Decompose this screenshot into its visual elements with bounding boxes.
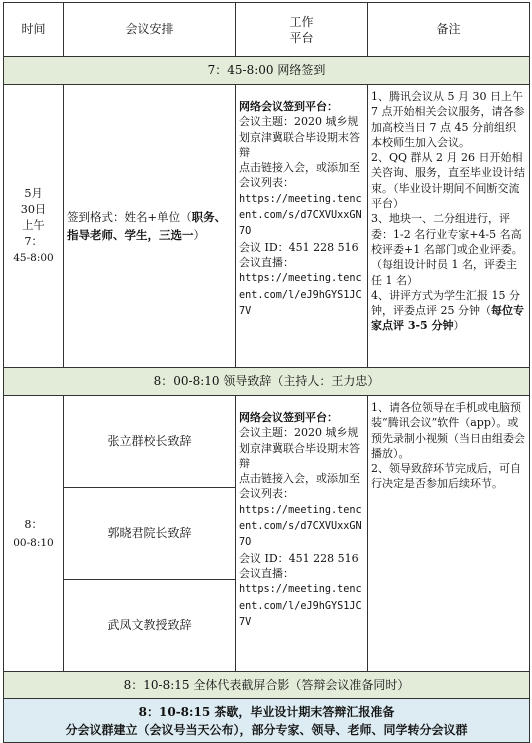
- note-item: 1、请各位领导在手机或电脑预装“腾讯会议”软件（app）。或预先录制小视频（当日由组委会播放）。: [371, 401, 525, 460]
- note-end: ）: [453, 319, 465, 333]
- row-speech-1: [4, 396, 530, 488]
- band-row-break: [4, 699, 530, 743]
- break-line-1: 8：10-8:15 茶歇，毕业设计期末答辩汇报准备: [138, 704, 395, 719]
- live-label: 会议直播：: [239, 255, 294, 269]
- time-cell-signin: [4, 85, 64, 368]
- time-line: 上午: [22, 219, 45, 232]
- platform-topic: 会议主题：2020 城乡规划京津冀联合毕设期末答辩: [239, 115, 360, 159]
- time-line: 00-8:10: [13, 536, 54, 549]
- header-arrangement: 会议安排: [64, 3, 236, 57]
- time-line: 7：: [24, 235, 43, 248]
- live-link[interactable]: https://meeting.tencent.com/l/eJ9hGYS1JC7V: [239, 273, 362, 317]
- row-signin: [4, 85, 530, 368]
- platform-title: 网络会议签到平台：: [239, 411, 338, 424]
- header-platform-line2: 平台: [289, 30, 314, 45]
- signin-format-bold: 职务、指导老师、学生，三选一: [67, 210, 227, 242]
- platform-join: 点击链接入会，或添加至会议列表：: [239, 161, 360, 190]
- signin-format-end: ）: [193, 228, 205, 242]
- platform-title: 网络会议签到平台：: [239, 100, 338, 113]
- meeting-link[interactable]: https://meeting.tencent.com/s/d7CXVUxxGN7O: [239, 193, 362, 238]
- header-time: 时间: [4, 3, 64, 57]
- schedule-table: [3, 2, 530, 743]
- platform-join: 点击链接入会，或添加至会议列表：: [239, 472, 360, 501]
- live-link[interactable]: https://meeting.tencent.com/l/eJ9hGYS1JC7V: [239, 584, 362, 628]
- notes-cell-signin: [368, 85, 530, 368]
- note-text: 4、讲评方式为学生汇报 15 分钟，评委点评 25 分钟（: [371, 288, 520, 318]
- band-signin: 7：45-8:00 网络签到: [4, 57, 530, 85]
- time-line: 45-8:00: [13, 252, 54, 264]
- note-item: [371, 288, 526, 334]
- signin-format-cell: [64, 85, 236, 368]
- header-row: [4, 3, 530, 57]
- meeting-id: 会议 ID：451 228 516: [239, 551, 359, 565]
- time-line: 8：: [24, 517, 43, 531]
- note-item: 1、腾讯会议从 5 月 30 日上午 7 点开始相关会议服务，请各参加高校当日 7 点 45 分前组织本校师生加入会议。: [371, 90, 525, 149]
- band-break: [4, 699, 530, 743]
- meeting-id: 会议 ID：451 228 516: [239, 240, 359, 254]
- header-platform: [236, 3, 368, 57]
- speaker-item: 武凤文教授致辞: [64, 580, 236, 672]
- platform-cell-signin: [236, 85, 368, 368]
- meeting-link[interactable]: https://meeting.tencent.com/s/d7CXVUxxGN7O: [239, 504, 362, 549]
- platform-cell-speeches: [236, 396, 368, 672]
- time-cell-speeches: [4, 396, 64, 672]
- break-line-2: 分会议群建立（会议号当天公布），部分专家、领导、老师、同学转分会议群: [65, 722, 468, 737]
- speaker-item: 郭晓君院长致辞: [64, 488, 236, 580]
- band-row-signin: [4, 57, 530, 85]
- note-item: 3、地块一、二分组进行，评委：1-2 名行业专家+4-5 名高校评委+1 名部门或企业评委。（每组设计时员 1 名，评委主任 1 名）: [371, 212, 523, 287]
- note-item: 2、QQ 群从 2 月 26 日开始相关咨询、服务，直至毕业设计结束。（毕业设计期间不间断交流平台）: [371, 151, 525, 211]
- time-line: 30日: [20, 203, 47, 216]
- live-label: 会议直播：: [239, 566, 294, 580]
- band-row-photo: [4, 672, 530, 699]
- note-item: 2、领导致辞环节完成后，可自行决定是否参加后续环节。: [371, 462, 521, 491]
- header-notes: 备注: [368, 3, 530, 57]
- notes-cell-speeches: [368, 396, 530, 672]
- band-speeches: 8：00-8:10 领导致辞（主持人：王力忠）: [4, 368, 530, 396]
- note-bold: 每位专家点评 3-5 分钟: [371, 304, 524, 333]
- signin-format-text: 签到格式：姓名+单位（: [67, 210, 192, 224]
- platform-topic: 会议主题：2020 城乡规划京津冀联合毕设期末答辩: [239, 426, 360, 470]
- band-row-speeches: [4, 368, 530, 396]
- time-line: 5月: [24, 187, 43, 200]
- header-platform-line1: 工作: [289, 14, 314, 29]
- speaker-item: 张立群校长致辞: [64, 396, 236, 488]
- band-photo: 8：10-8:15 全体代表截屏合影（答辩会议准备同时）: [4, 672, 530, 699]
